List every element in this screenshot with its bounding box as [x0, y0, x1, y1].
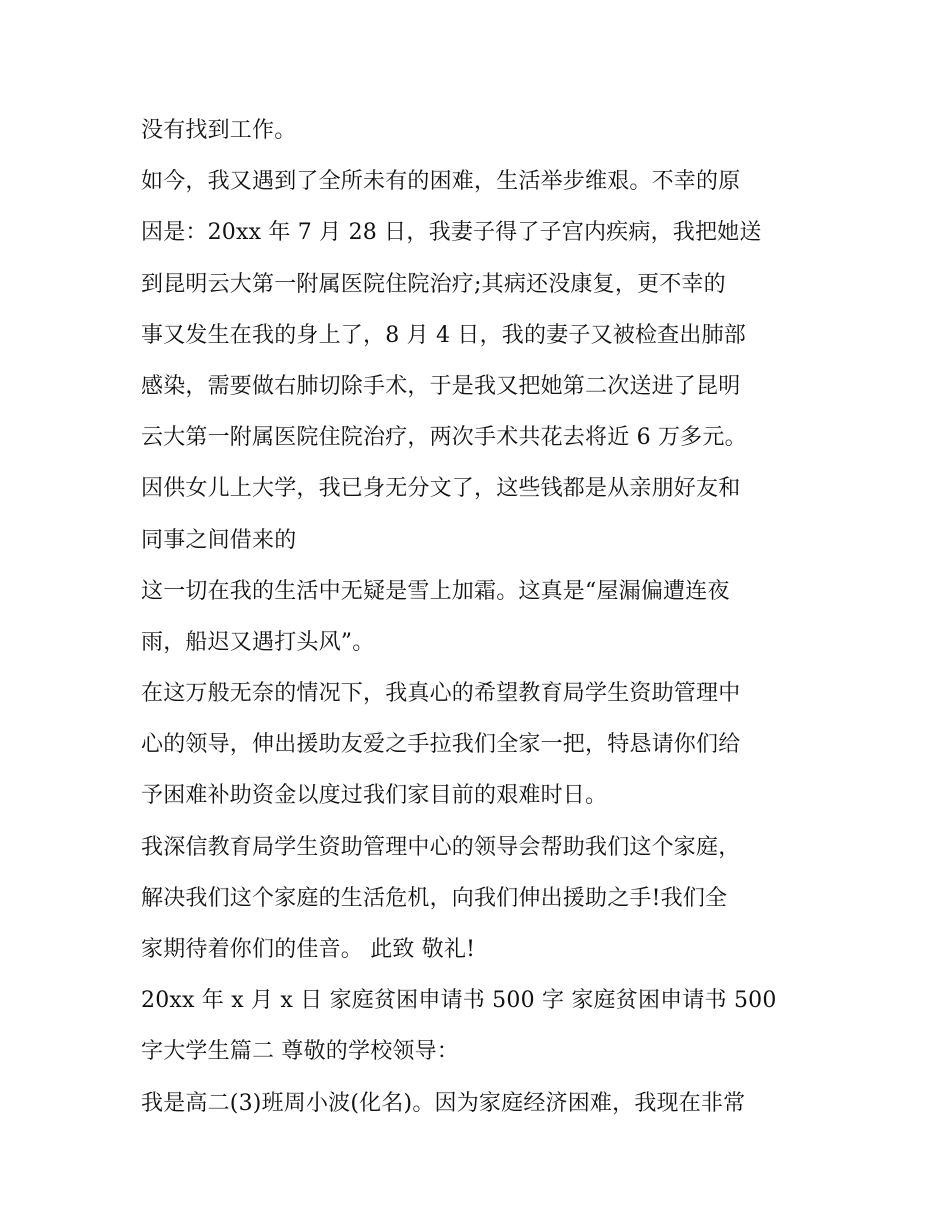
text-line: 感染，需要做右肺切除手术，于是我又把她第二次送进了昆明	[141, 373, 741, 399]
text-line: 云大第一附属医院住院治疗，两次手术共花去将近 6 万多元。	[141, 425, 747, 451]
text-line: 到昆明云大第一附属医院住院治疗;其病还没康复，更不幸的	[141, 271, 726, 297]
text-line: 我深信教育局学生资助管理中心的领导会帮助我们这个家庭，	[141, 834, 741, 860]
text-line: 雨，船迟又遇打头风”。	[141, 629, 375, 655]
text-line: 解决我们这个家庭的生活危机，向我们伸出援助之手!我们全	[141, 885, 728, 911]
text-line: 20xx 年 x 月 x 日 家庭贫困申请书 500 字 家庭贫困申请书 500	[141, 988, 777, 1014]
text-line: 字大学生篇二 尊敬的学校领导：	[141, 1039, 459, 1065]
text-line: 因供女儿上大学，我已身无分文了，这些钱都是从亲朋好友和	[141, 476, 741, 502]
text-line: 因是：20xx 年 7 月 28 日，我妻子得了子宫内疾病，我把她送	[141, 220, 762, 246]
text-line: 予困难补助资金以度过我们家目前的艰难时日。	[141, 783, 608, 809]
text-line: 我是高二(3)班周小波(化名)。因为家庭经济困难，我现在非常	[141, 1090, 746, 1116]
text-line: 事又发生在我的身上了，8 月 4 日，我的妻子又被检查出肺部	[141, 322, 746, 348]
text-line: 如今，我又遇到了全所未有的困难，生活举步维艰。不幸的原	[141, 169, 741, 195]
text-line: 这一切在我的生活中无疑是雪上加霜。这真是“屋漏偏遭连夜	[141, 578, 730, 604]
text-line: 没有找到工作。	[141, 118, 297, 143]
document-body	[141, 105, 831, 1129]
text-line: 同事之间借来的	[141, 527, 297, 553]
text-line: 家期待着你们的佳音。 此致 敬礼!	[141, 937, 476, 962]
text-line: 在这万般无奈的情况下，我真心的希望教育局学生资助管理中	[141, 681, 741, 707]
text-line: 心的领导，伸出援助友爱之手拉我们全家一把，特恳请你们给	[141, 732, 741, 758]
